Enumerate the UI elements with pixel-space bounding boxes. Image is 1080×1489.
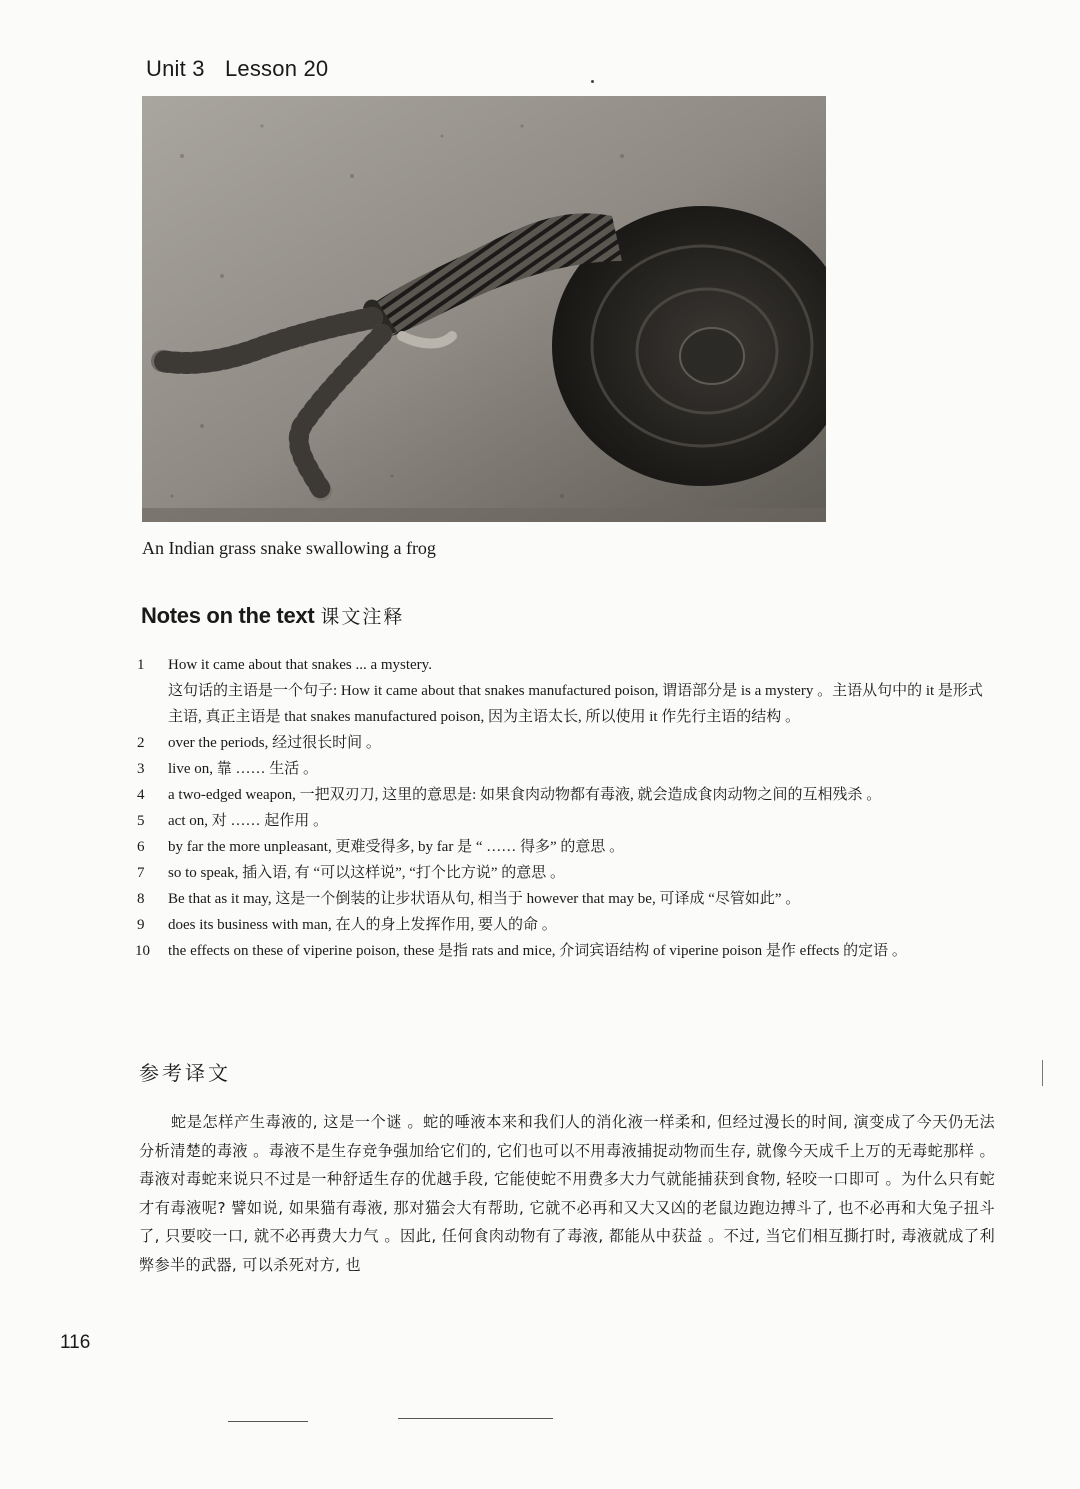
translation-heading: 参考译文 — [139, 1061, 231, 1085]
page-number: 116 — [60, 1332, 91, 1353]
note-item — [137, 756, 997, 782]
note-item — [137, 652, 997, 678]
note-item — [137, 886, 997, 912]
snake-photo — [142, 96, 826, 522]
note-item — [137, 938, 997, 964]
scan-rule — [398, 1418, 553, 1419]
note-text: the effects on these of viperine poison, these 是指 rats and mice, 介词宾语结构 of viperine poison 是作 effects 的定语 。 — [168, 943, 907, 959]
running-header — [146, 56, 328, 82]
notes-list — [137, 652, 997, 964]
note-item — [137, 834, 997, 860]
note-item — [137, 912, 997, 938]
note-text: a two-edged weapon, 一把双刃刀, 这里的意思是: 如果食肉动物都有毒液, 就会造成食肉动物之间的互相残杀 。 — [168, 787, 882, 803]
note-text: 这句话的主语是一个句子: How it came about that snakes manufactured poison, 谓语部分是 is a mystery 。主语从句中的 it 是形式主语, 真正主语是 that snakes manufactured poison, 因为主语太长, 所以使用 it 作先行主语的结构 。 — [168, 683, 983, 725]
note-number: 2 — [137, 735, 145, 751]
note-number: 8 — [137, 891, 145, 907]
note-item — [137, 730, 997, 756]
notes-heading-zh: 课文注释 — [320, 606, 405, 628]
note-number: 6 — [137, 839, 145, 855]
note-number: 3 — [137, 761, 145, 777]
note-number: 10 — [135, 943, 150, 959]
note-number: 4 — [137, 787, 145, 803]
note-item — [137, 782, 997, 808]
note-number: 9 — [137, 917, 145, 933]
note-text: by far the more unpleasant, 更难受得多, by far 是 “ …… 得多” 的意思 。 — [168, 839, 625, 855]
note-item — [137, 808, 997, 834]
note-item — [137, 678, 997, 730]
snake-frog-illustration — [142, 96, 826, 522]
note-number: 5 — [137, 813, 145, 829]
note-text: How it came about that snakes ... a mystery. — [168, 657, 432, 673]
figure-caption: An Indian grass snake swallowing a frog — [142, 538, 436, 558]
note-text: live on, 靠 …… 生活 。 — [168, 761, 318, 777]
note-number: 7 — [137, 865, 145, 881]
notes-heading — [141, 602, 404, 629]
unit-label: Unit 3 — [146, 56, 205, 81]
note-item — [137, 860, 997, 886]
scan-rule — [228, 1421, 308, 1422]
note-text: over the periods, 经过很长时间 。 — [168, 735, 381, 751]
lesson-label: Lesson 20 — [224, 56, 329, 81]
note-text: does its business with man, 在人的身上发挥作用, 要人的命 。 — [168, 917, 557, 933]
translation-body: 蛇是怎样产生毒液的, 这是一个谜 。蛇的唾液本来和我们人的消化液一样柔和, 但经过漫长的时间, 演变成了今天仍无法分析清楚的毒液 。毒液不是生存竞争强加给它们的, 它们也可以不用毒液捕捉动物而生存, 就像今天成千上万的无毒蛇那样 。毒液对毒蛇来说只不过是一种舒适生存的优越手段, 它能使蛇不用费多大力气就能捕获到食物, 轻咬一口即可 。为什么只有蛇才有毒液呢? 譬如说, 如果猫有毒液, 那对猫会大有帮助, 它就不必再和又大又凶的老鼠边跑边搏斗了, 也不必再和大兔子扭斗了, 只要咬一口, 就不必再费大力气 。因此, 任何食肉动物有了毒液, 都能从中获益 。不过, 当它们相互撕打时, 毒液就成了利弊参半的武器, 可以杀死对方, 也 — [139, 1113, 995, 1274]
scan-speck — [591, 80, 594, 83]
note-number: 1 — [137, 657, 145, 673]
notes-heading-en: Notes on the text — [141, 603, 315, 628]
margin-mark — [1042, 1060, 1043, 1086]
note-text: Be that as it may, 这是一个倒装的让步状语从句, 相当于 however that may be, 可译成 “尽管如此” 。 — [168, 891, 801, 907]
note-text: so to speak, 插入语, 有 “可以这样说”, “打个比方说” 的意思 。 — [168, 865, 566, 881]
note-text: act on, 对 …… 起作用 。 — [168, 813, 328, 829]
